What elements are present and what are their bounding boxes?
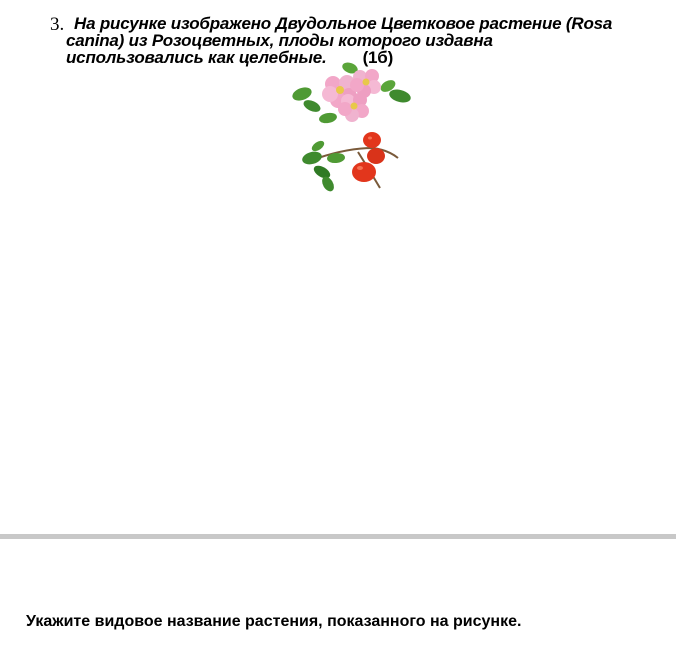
question-line-3: использовались как целебные. (66, 48, 327, 67)
rosehip-fruits-icon (301, 132, 398, 193)
rosehip-flowers-image (288, 60, 418, 128)
question-line-1: На рисунке изображено Двудольное Цветковое растение (Rosa (74, 14, 613, 33)
rosehip-flowers-icon (291, 61, 413, 125)
rosehip-fruits-image (288, 128, 408, 204)
question-number: 3. (50, 14, 65, 35)
question-line-2: canina) из Розоцветных, плоды которого издавна (66, 31, 493, 50)
answer-prompt: Укажите видовое название растения, показанного на рисунке. (26, 613, 522, 630)
question-text (66, 14, 644, 67)
section-divider (0, 534, 676, 539)
points-badge: (1б) (362, 48, 394, 67)
